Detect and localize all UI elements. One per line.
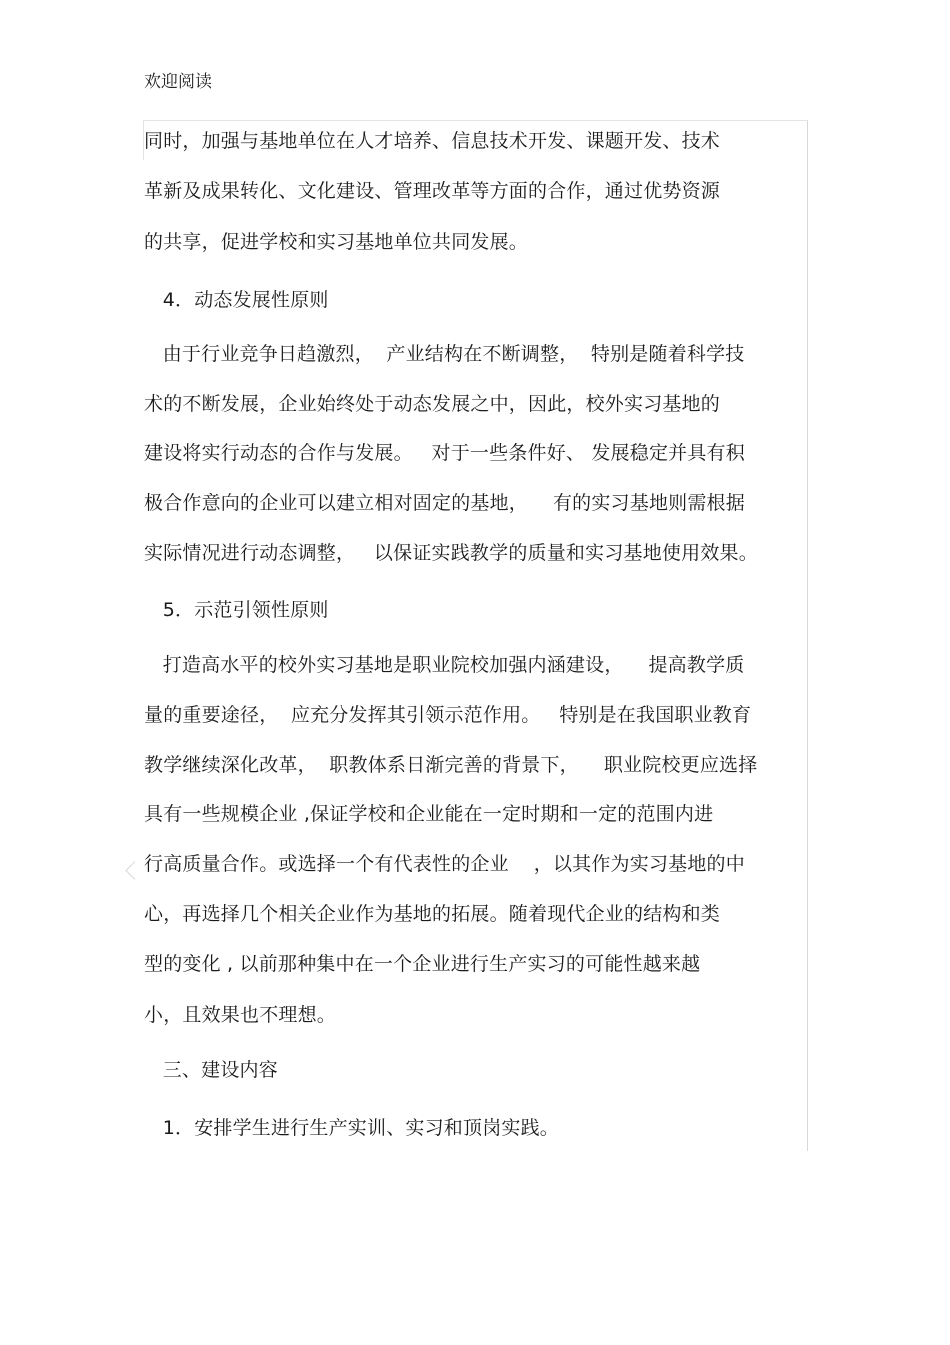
paragraph-line: 小，且效果也不理想。 <box>144 1004 337 1026</box>
paragraph-line: 打造高水平的校外实习基地是职业院校加强内涵建设， 提高教学质 <box>144 654 745 676</box>
paragraph-line: 由于行业竞争日趋激烈， 产业结构在不断调整， 特别是随着科学技 <box>144 343 745 365</box>
page-header: 欢迎阅读 <box>144 72 212 92</box>
section-item-1: 1．安排学生进行生产实训、实习和顶岗实践。 <box>144 1117 560 1139</box>
paragraph-line: 建设将实行动态的合作与发展。 对于一些条件好、 发展稳定并具有积 <box>144 442 745 464</box>
paragraph-line: 同时，加强与基地单位在人才培养、信息技术开发、课题开发、技术 <box>144 130 721 152</box>
paragraph-line: 行高质量合作。或选择一个有代表性的企业 ，以其作为实习基地的中 <box>144 853 745 875</box>
section-heading-4: 4．动态发展性原则 <box>144 289 329 311</box>
paragraph-line: 量的重要途径， 应充分发挥其引领示范作用。 特别是在我国职业教育 <box>144 704 752 726</box>
paragraph-line: 教学继续深化改革， 职教体系日渐完善的背景下， 职业院校更应选择 <box>144 754 758 776</box>
page-margin-marker <box>125 861 143 879</box>
paragraph-line: 型的变化 , 以前那种集中在一个企业进行生产实习的可能性越来越 <box>144 953 701 975</box>
paragraph-line: 的共享，促进学校和实习基地单位共同发展。 <box>144 231 529 253</box>
paragraph-line: 实际情况进行动态调整， 以保证实践教学的质量和实习基地使用效果。 <box>144 542 758 564</box>
paragraph-line: 具有一些规模企业 ,保证学校和企业能在一定时期和一定的范围内进 <box>144 803 714 825</box>
paragraph-line: 革新及成果转化、文化建设、管理改革等方面的合作，通过优势资源 <box>144 180 721 202</box>
text-frame-border <box>143 120 808 1151</box>
paragraph-line: 术的不断发展，企业始终处于动态发展之中，因此，校外实习基地的 <box>144 393 721 415</box>
section-heading-5: 5．示范引领性原则 <box>144 599 329 621</box>
paragraph-line: 极合作意向的企业可以建立相对固定的基地， 有的实习基地则需根据 <box>144 492 745 514</box>
paragraph-line: 心，再选择几个相关企业作为基地的拓展。随着现代企业的结构和类 <box>144 903 721 925</box>
section-heading-3: 三、建设内容 <box>144 1059 278 1081</box>
